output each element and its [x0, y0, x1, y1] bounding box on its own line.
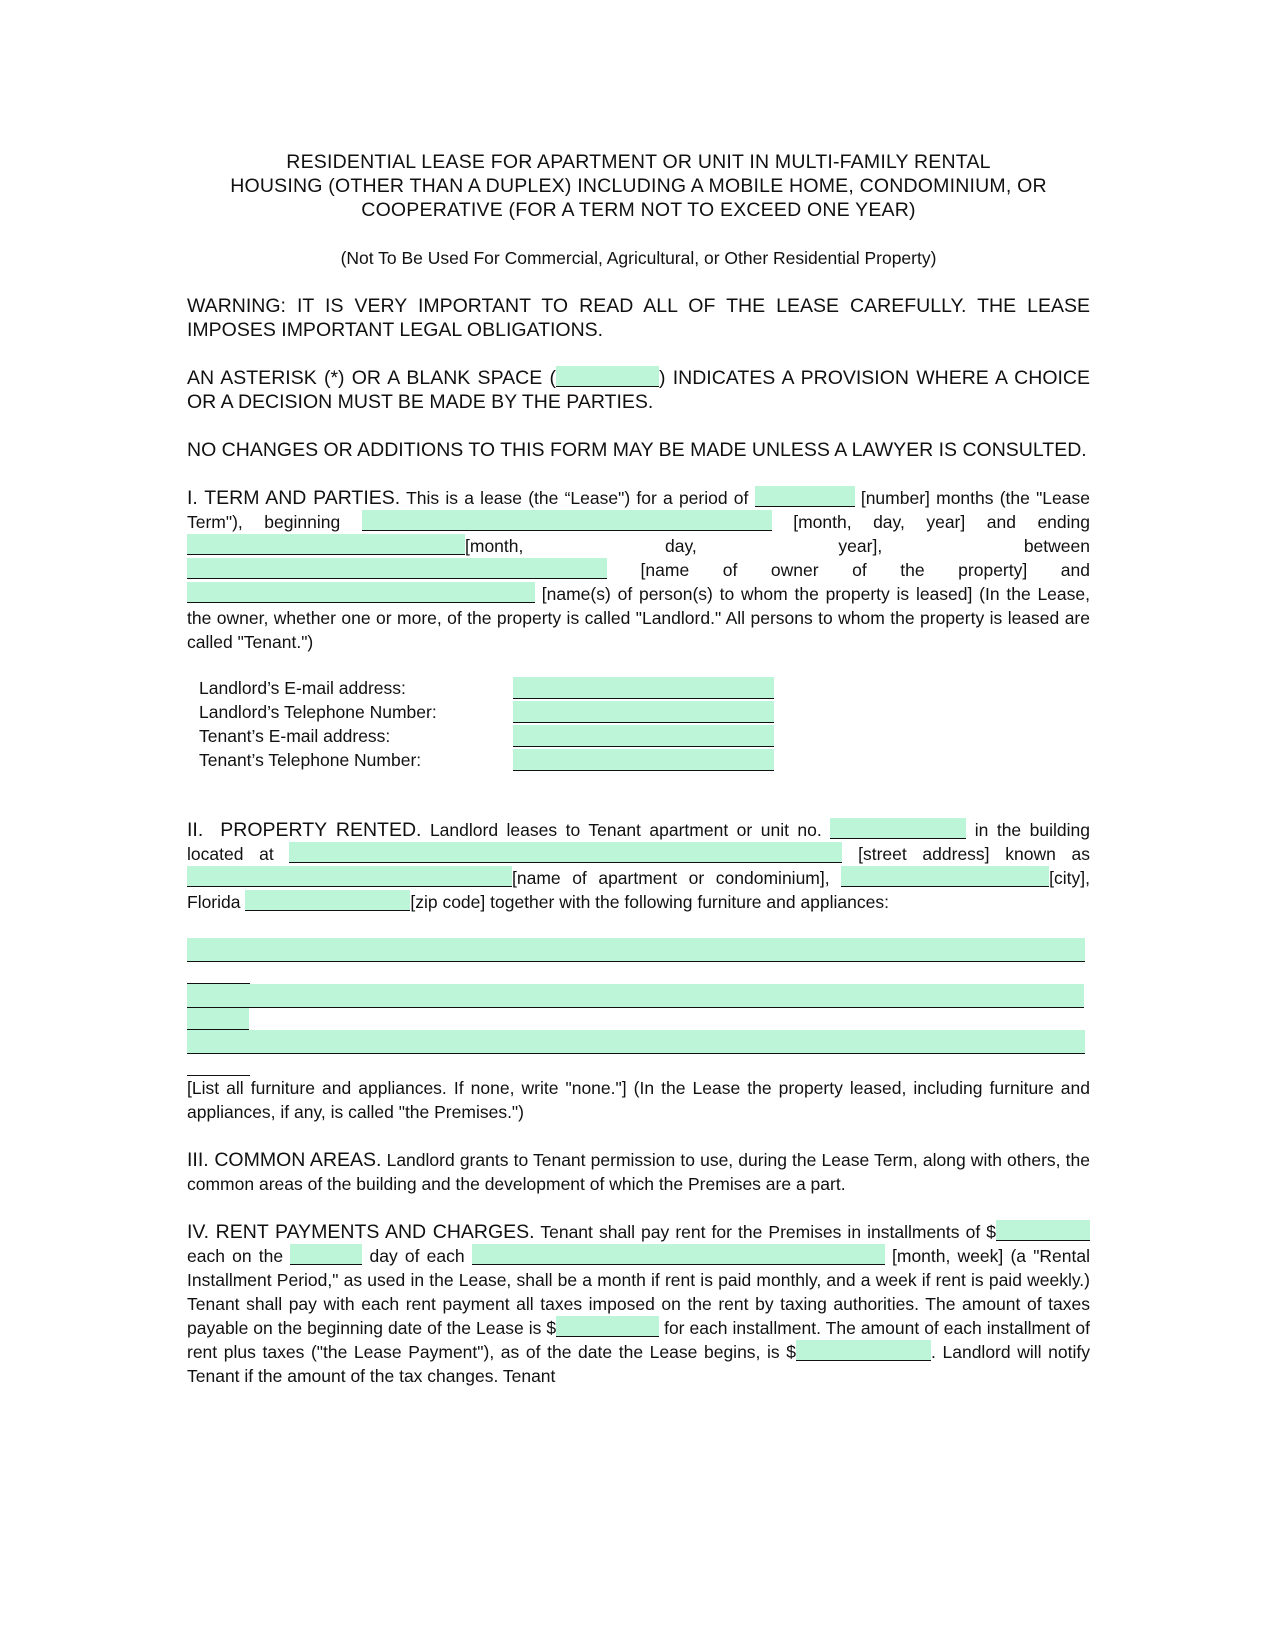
section-2-text-4: [name of apartment or condominium], [512, 868, 842, 888]
asterisk-notice-text-1: AN ASTERISK (*) OR A BLANK SPACE ( [187, 367, 556, 389]
landlord-email-field[interactable] [513, 677, 774, 699]
rent-period-field[interactable] [472, 1244, 885, 1265]
section-1-heading: I. TERM AND PARTIES. [187, 487, 401, 509]
contact-info [199, 676, 1090, 772]
unit-number-field[interactable] [830, 818, 966, 839]
furniture-line-1-tail [187, 962, 250, 984]
section-2-text-5: [city], Florida [187, 868, 1090, 912]
section-term-and-parties [187, 486, 1090, 654]
furniture-line-3-tail [187, 1054, 250, 1076]
lease-end-date-field[interactable] [187, 534, 465, 555]
furniture-line-2-tail-field[interactable] [187, 1008, 249, 1030]
landlord-email-label: Landlord’s E-mail address: [199, 678, 406, 698]
document-title [187, 150, 1090, 222]
building-name-field[interactable] [187, 866, 512, 887]
zip-code-field[interactable] [245, 890, 410, 911]
no-changes-notice: NO CHANGES OR ADDITIONS TO THIS FORM MAY BE MADE UNLESS A LAWYER IS CONSULTED. [187, 439, 1087, 461]
city-field[interactable] [841, 866, 1049, 887]
section-rent-payments [187, 1220, 1090, 1388]
section-1-text-5: [name of owner of the property] and [607, 560, 1090, 580]
asterisk-notice [187, 366, 1090, 414]
section-2-text-1: Landlord leases to Tenant apartment or unit no. [421, 820, 831, 840]
document-subtitle: (Not To Be Used For Commercial, Agricultural, or Other Residential Property) [340, 248, 937, 268]
furniture-line-2-field[interactable] [187, 984, 1084, 1008]
section-common-areas [187, 1148, 1090, 1196]
title-line-2: HOUSING (OTHER THAN A DUPLEX) INCLUDING A MOBILE HOME, CONDOMINIUM, OR [230, 175, 1047, 197]
tax-amount-field[interactable] [556, 1316, 659, 1337]
tenant-phone-row [199, 748, 1090, 772]
section-1-text-6: [name(s) of person(s) to whom the property is leased] (In the Lease, the owner, whether one or more, of the property is called "Landlord." All persons to whom the property is leased are called "Tenant.") [187, 584, 1090, 652]
furniture-line-3-field[interactable] [187, 1030, 1085, 1054]
lease-begin-date-field[interactable] [362, 510, 772, 531]
section-1-text-1: This is a lease (the “Lease") for a period of [400, 488, 755, 508]
tenant-email-label: Tenant’s E-mail address: [199, 726, 391, 746]
furniture-line-1-field[interactable] [187, 938, 1085, 962]
rent-installment-field[interactable] [996, 1220, 1090, 1241]
asterisk-notice-text-2: ) INDICATES A PROVISION WHERE A CHOICE OR A DECISION MUST BE MADE BY THE PARTIES. [187, 367, 1090, 413]
section-1-text-4: [month, day, year], between [465, 536, 1090, 556]
section-2-heading-title: PROPERTY RENTED. [220, 819, 422, 841]
landlord-name-field[interactable] [187, 558, 607, 579]
section-2-heading: II. [187, 819, 204, 841]
warning-notice: WARNING: IT IS VERY IMPORTANT TO READ ALL OF THE LEASE CAREFULLY. THE LEASE IMPOSES IMPORTANT LEGAL OBLIGATIONS. [187, 295, 1090, 341]
section-1-text-3: [month, day, year] and ending [771, 512, 1091, 532]
section-4-text-6: . Landlord will notify Tenant if the amount of the tax changes. Tenant [187, 1342, 1090, 1386]
furniture-list-note: [List all furniture and appliances. If none, write "none."] (In the Lease the property leased, including furniture and appliances, if any, is called "the Premises.") [187, 1078, 1090, 1122]
tenant-email-field[interactable] [513, 725, 774, 747]
example-blank-field[interactable] [556, 366, 659, 387]
rent-due-day-field[interactable] [290, 1244, 362, 1265]
landlord-phone-field[interactable] [513, 701, 774, 723]
tenant-name-field[interactable] [187, 582, 535, 603]
lease-months-field[interactable] [755, 486, 855, 507]
section-4-text-1: Tenant shall pay rent for the Premises in installments of $ [534, 1222, 996, 1242]
landlord-email-row [199, 676, 1090, 700]
landlord-phone-label: Landlord’s Telephone Number: [199, 702, 437, 722]
tenant-email-row [199, 724, 1090, 748]
document-body [187, 150, 1090, 1388]
street-address-field[interactable] [289, 842, 842, 863]
section-4-text-3: day of each [362, 1246, 472, 1266]
section-2-text-3: [street address] known as [842, 844, 1090, 864]
section-property-rented [187, 818, 1090, 914]
section-1-text-2: [number] months (the "Lease Term"), beginning [187, 488, 1090, 532]
section-4-heading: IV. RENT PAYMENTS AND CHARGES. [187, 1221, 535, 1243]
section-2-text-2: in the building located at [187, 820, 1090, 864]
section-2-text-6: [zip code] together with the following furniture and appliances: [410, 892, 889, 912]
landlord-phone-row [199, 700, 1090, 724]
tenant-phone-label: Tenant’s Telephone Number: [199, 750, 422, 770]
section-4-text-4: [month, week] (a "Rental Installment Period," as used in the Lease, shall be a month if rent is paid monthly, and a week if rent is paid weekly.) Tenant shall pay with each rent payment all taxes imposed on the rent by taxing authorities. The amount of taxes payable on the beginning date of the Lease is $ [187, 1246, 1091, 1338]
section-3-text: Landlord grants to Tenant permission to use, during the Lease Term, along with others, the common areas of the building and the development of which the Premises are a part. [187, 1150, 1090, 1194]
section-4-text-5: for each installment. The amount of each installment of rent plus taxes ("the Lease Payment"), as of the date the Lease begins, is $ [187, 1318, 1090, 1362]
section-4-text-2: each on the [187, 1246, 291, 1266]
section-3-heading: III. COMMON AREAS. [187, 1149, 382, 1171]
title-line-1: RESIDENTIAL LEASE FOR APARTMENT OR UNIT IN MULTI-FAMILY RENTAL [286, 151, 991, 173]
tenant-phone-field[interactable] [513, 749, 774, 771]
furniture-list [187, 938, 1090, 1076]
title-line-3: COOPERATIVE (FOR A TERM NOT TO EXCEED ONE YEAR) [361, 199, 916, 221]
lease-payment-field[interactable] [796, 1340, 931, 1361]
